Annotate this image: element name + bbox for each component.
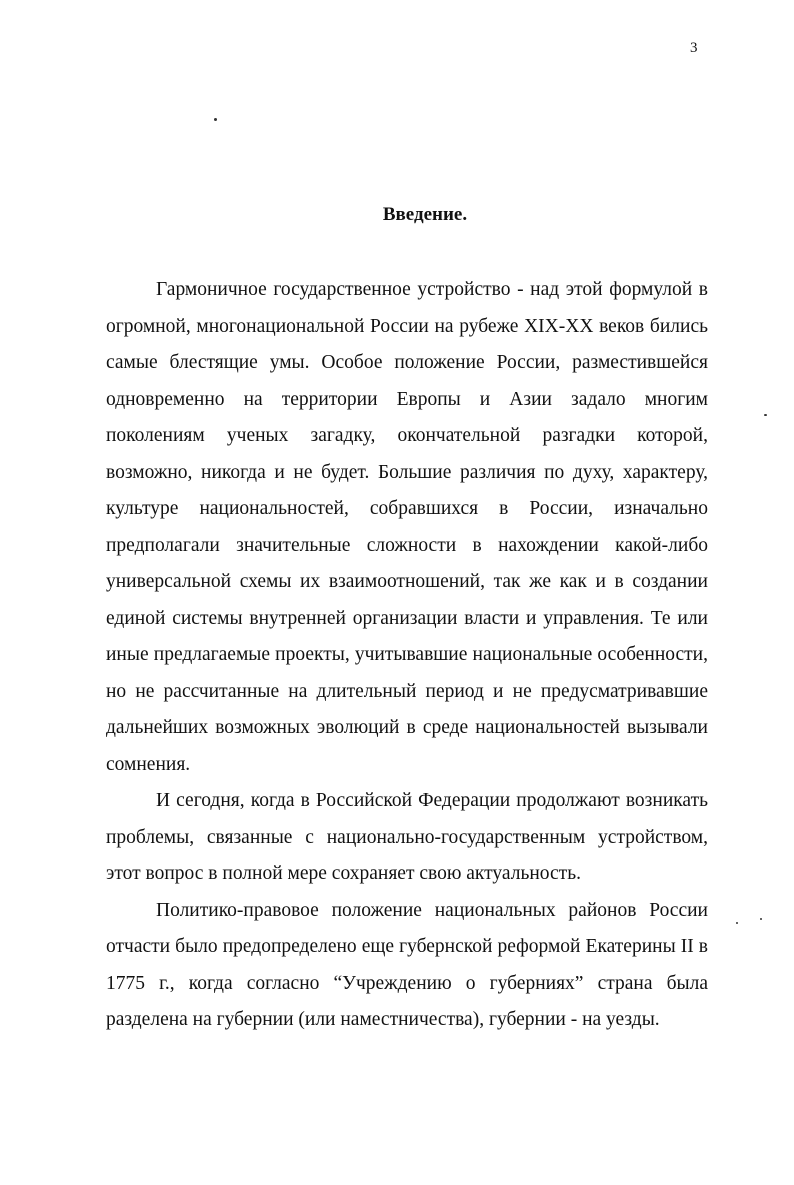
body-text [106, 272, 708, 1039]
paragraph: Политико-правовое положение национальных районов России отчасти было предопределено еще губернской реформой Екатерины II в 1775 г., когда согласно “Учреждению о губерниях” страна была разделена на губернии (или наместничества), губернии - на уезды. [106, 899, 708, 1030]
section-heading: Введение. [382, 204, 468, 225]
scan-speck [760, 918, 762, 920]
scan-speck [214, 118, 217, 121]
page-number: 3 [690, 40, 698, 56]
paragraph: И сегодня, когда в Российской Федерации продолжают возникать проблемы, связанные с национально-государственным устройством, этот вопрос в полной мере сохраняет свою актуальность. [106, 790, 708, 884]
scan-speck [736, 922, 738, 924]
paragraph: Гармоничное государственное устройство - над этой формулой в огромной, многонациональной России на рубеже XIX-XX веков бились самые блестящие умы. Особое положение России, разместившейся одновременно на территории Европы и Азии задало многим поколениям ученых загадку, окончательной разгадки которой, возможно, никогда и не будет. Большие различия по духу, характеру, культуре национальностей, собравшихся в России, изначально предполагали значительные сложности в нахождении какой-либо универсальной схемы их взаимоотношений, так же как и в создании единой системы внутренней организации власти и управления. Те или иные предлагаемые проекты, учитывавшие национальные особенности, но не рассчитанные на длительный период и не предусматривавшие дальнейших возможных эволюций в среде национальностей вызывали сомнения. [106, 279, 708, 775]
scan-speck [764, 414, 767, 416]
